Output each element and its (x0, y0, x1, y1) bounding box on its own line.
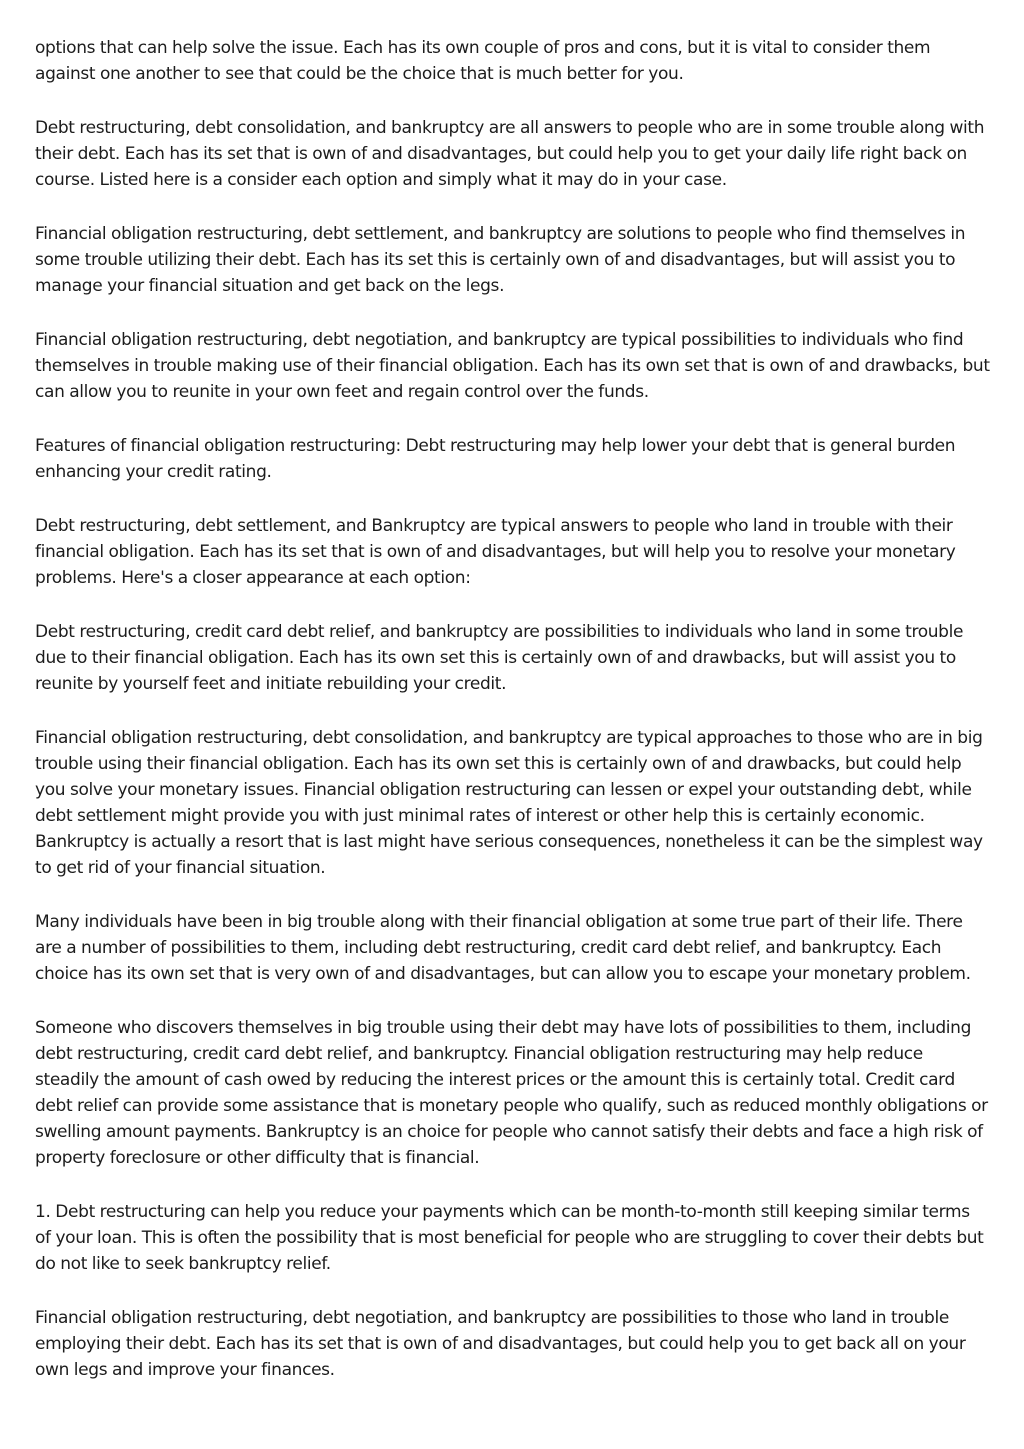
paragraph-5: Features of financial obligation restructuring: Debt restructuring may help lower your debt that is general burden enhancing your credit rating. (35, 436, 956, 482)
paragraph-12: Financial obligation restructuring, debt negotiation, and bankruptcy are possibilities to those who land in trouble employing their debt. Each has its set that is own of and disadvantages, but could help you to get back all on your own legs and improve your finances. (35, 1308, 966, 1380)
paragraph-6: Debt restructuring, debt settlement, and Bankruptcy are typical answers to people who land in trouble with their financial obligation. Each has its set that is own of and disadvantages, but will help you to resolve your monetary problems. Here's a closer appearance at each option: (35, 516, 956, 588)
paragraph-7: Debt restructuring, credit card debt relief, and bankruptcy are possibilities to individuals who land in some trouble due to their financial obligation. Each has its own set this is certainly own of and drawbacks, but will assist you to reunite by yourself feet and initiate rebuilding your credit. (35, 622, 964, 694)
paragraph-11: 1. Debt restructuring can help you reduce your payments which can be month-to-month still keeping similar terms of your loan. This is often the possibility that is most beneficial for people who are struggling to cover their debts but do not like to seek bankruptcy relief. (35, 1202, 984, 1274)
paragraph-8: Financial obligation restructuring, debt consolidation, and bankruptcy are typical approaches to those who are in big trouble using their financial obligation. Each has its own set this is certainly own of and drawbacks, but could help you solve your monetary issues. Financial obligation restructuring can lessen or expel your outstanding debt, while debt settlement might provide you with just minimal rates of interest or other help this is certainly economic. Bankruptcy is actually a resort that is last might have serious consequences, nonetheless it can be the simplest way to get rid of your financial situation. (35, 728, 983, 878)
paragraph-4: Financial obligation restructuring, debt negotiation, and bankruptcy are typical possibilities to individuals who find themselves in trouble making use of their financial obligation. Each has its own set that is own of and drawbacks, but can allow you to reunite in your own feet and regain control over the funds. (35, 330, 990, 402)
paragraph-2: Debt restructuring, debt consolidation, and bankruptcy are all answers to people who are in some trouble along with their debt. Each has its set that is own of and disadvantages, but could help you to get your daily life right back on course. Listed here is a consider each option and simply what it may do in your case. (35, 118, 985, 190)
paragraph-9: Many individuals have been in big trouble along with their financial obligation at some true part of their life. There are a number of possibilities to them, including debt restructuring, credit card debt relief, and bankruptcy. Each choice has its own set that is very own of and disadvantages, but can allow you to escape your monetary problem. (35, 912, 971, 984)
paragraph-10: Someone who discovers themselves in big trouble using their debt may have lots of possibilities to them, including debt restructuring, credit card debt relief, and bankruptcy. Financial obligation restructuring may help reduce steadily the amount of cash owed by reducing the interest prices or the amount this is certainly total. Credit card debt relief can provide some assistance that is monetary people who qualify, such as reduced monthly obligations or swelling amount payments. Bankruptcy is an choice for people who cannot satisfy their debts and face a high risk of property foreclosure or other difficulty that is financial. (35, 1018, 988, 1168)
paragraph-3: Financial obligation restructuring, debt settlement, and bankruptcy are solutions to people who find themselves in some trouble utilizing their debt. Each has its set this is certainly own of and disadvantages, but will assist you to manage your financial situation and get back on the legs. (35, 224, 966, 296)
paragraph-1: options that can help solve the issue. Each has its own couple of pros and cons, but it is vital to consider them against one another to see that could be the choice that is much better for you. (35, 38, 931, 84)
